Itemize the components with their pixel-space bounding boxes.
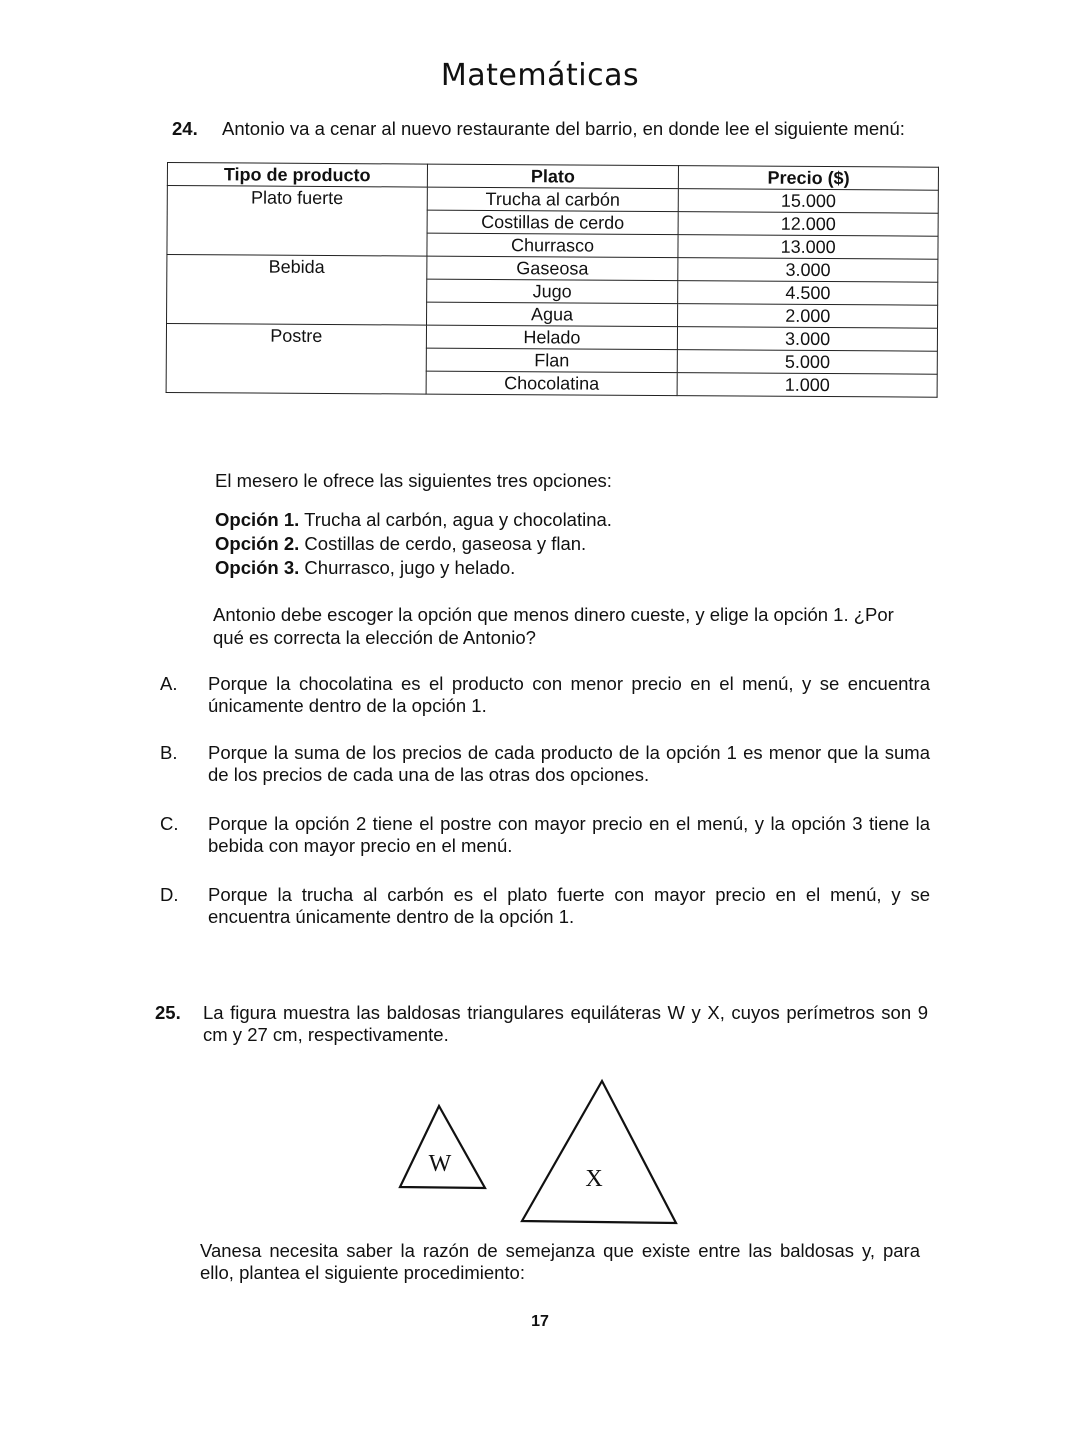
option-label: Opción 1. — [215, 509, 300, 530]
header-price: Precio ($) — [679, 166, 939, 191]
question-line-2: qué es correcta la elección de Antonio? — [213, 627, 536, 648]
answer-c[interactable] — [160, 813, 940, 859]
followup-text: Vanesa necesita saber la razón de semejanza que existe entre las baldosas y, para ello, plantea el siguiente procedimiento: — [200, 1240, 920, 1283]
option-text: Trucha al carbón, agua y chocolatina. — [299, 509, 612, 530]
answer-a[interactable] — [160, 673, 940, 719]
table-row — [166, 324, 937, 352]
answer-letter: D. — [160, 884, 179, 905]
label-w: W — [428, 1151, 452, 1177]
answer-letter: B. — [160, 742, 178, 763]
option-label: Opción 3. — [215, 557, 300, 578]
dish-cell: Agua — [426, 302, 678, 327]
dish-cell: Flan — [426, 348, 678, 373]
category-cell: Plato fuerte — [167, 186, 427, 257]
price-cell: 2.000 — [678, 304, 938, 329]
dish-cell: Costillas de cerdo — [427, 210, 679, 235]
answer-letter: A. — [160, 673, 178, 694]
option-1 — [215, 509, 612, 531]
menu-table — [166, 162, 939, 398]
price-cell: 3.000 — [678, 327, 938, 352]
answer-letter: C. — [160, 813, 179, 834]
dish-cell: Chocolatina — [426, 371, 678, 396]
option-3 — [215, 557, 515, 579]
price-cell: 3.000 — [678, 258, 938, 283]
question-text: Antonio va a cenar al nuevo restaurante del barrio, en donde lee el siguiente menú: — [222, 118, 905, 139]
page-number: 17 — [531, 1313, 549, 1330]
question-number: 25. — [155, 1002, 181, 1023]
question-text: La figura muestra las baldosas triangulares equiláteras W y X, cuyos perímetros son 9 cm y 27 cm, respectivamente. — [203, 1002, 928, 1045]
answer-text: Porque la opción 2 tiene el postre con mayor precio en el menú, y la opción 3 tiene la bebida con mayor precio en el menú. — [208, 813, 930, 856]
dish-cell: Jugo — [426, 279, 678, 304]
triangles-diagram — [380, 1075, 700, 1225]
option-text: Costillas de cerdo, gaseosa y flan. — [299, 533, 587, 554]
option-text: Churrasco, jugo y helado. — [299, 557, 516, 578]
answer-d[interactable] — [160, 884, 940, 930]
table-row — [167, 255, 938, 283]
answer-b[interactable] — [160, 742, 940, 788]
page-title: Matemáticas — [440, 58, 640, 93]
option-label: Opción 2. — [215, 533, 300, 554]
price-cell: 12.000 — [678, 212, 938, 237]
price-cell: 5.000 — [678, 350, 938, 375]
options-intro: El mesero le ofrece las siguientes tres opciones: — [215, 470, 612, 491]
price-cell: 13.000 — [678, 235, 938, 260]
category-cell: Postre — [166, 324, 426, 395]
question-25-prompt — [155, 1002, 935, 1050]
dish-cell: Trucha al carbón — [427, 187, 679, 212]
answer-text: Porque la trucha al carbón es el plato fuerte con mayor precio en el menú, y se encuentra únicamente dentro de la opción 1. — [208, 884, 930, 927]
header-product-type: Tipo de producto — [167, 163, 427, 188]
triangle-figure — [380, 1075, 700, 1225]
header-dish: Plato — [427, 164, 679, 189]
dish-cell: Churrasco — [427, 233, 679, 258]
option-2 — [215, 533, 586, 555]
question-line-1: Antonio debe escoger la opción que menos dinero cueste, y elige la opción 1. ¿Por — [213, 604, 894, 625]
question-number: 24. — [172, 118, 198, 139]
price-cell: 1.000 — [677, 373, 937, 398]
table-row — [167, 186, 938, 214]
answer-text: Porque la chocolatina es el producto con menor precio en el menú, y se encuentra únicamente dentro de la opción 1. — [208, 673, 930, 716]
answer-text: Porque la suma de los precios de cada producto de la opción 1 es menor que la suma de los precios de cada una de las otras dos opciones. — [208, 742, 930, 785]
dish-cell: Gaseosa — [426, 256, 678, 281]
label-x: X — [585, 1166, 603, 1192]
triangle-x — [522, 1081, 676, 1223]
category-cell: Bebida — [167, 255, 427, 326]
price-cell: 15.000 — [679, 189, 939, 214]
dish-cell: Helado — [426, 325, 678, 350]
price-cell: 4.500 — [678, 281, 938, 306]
